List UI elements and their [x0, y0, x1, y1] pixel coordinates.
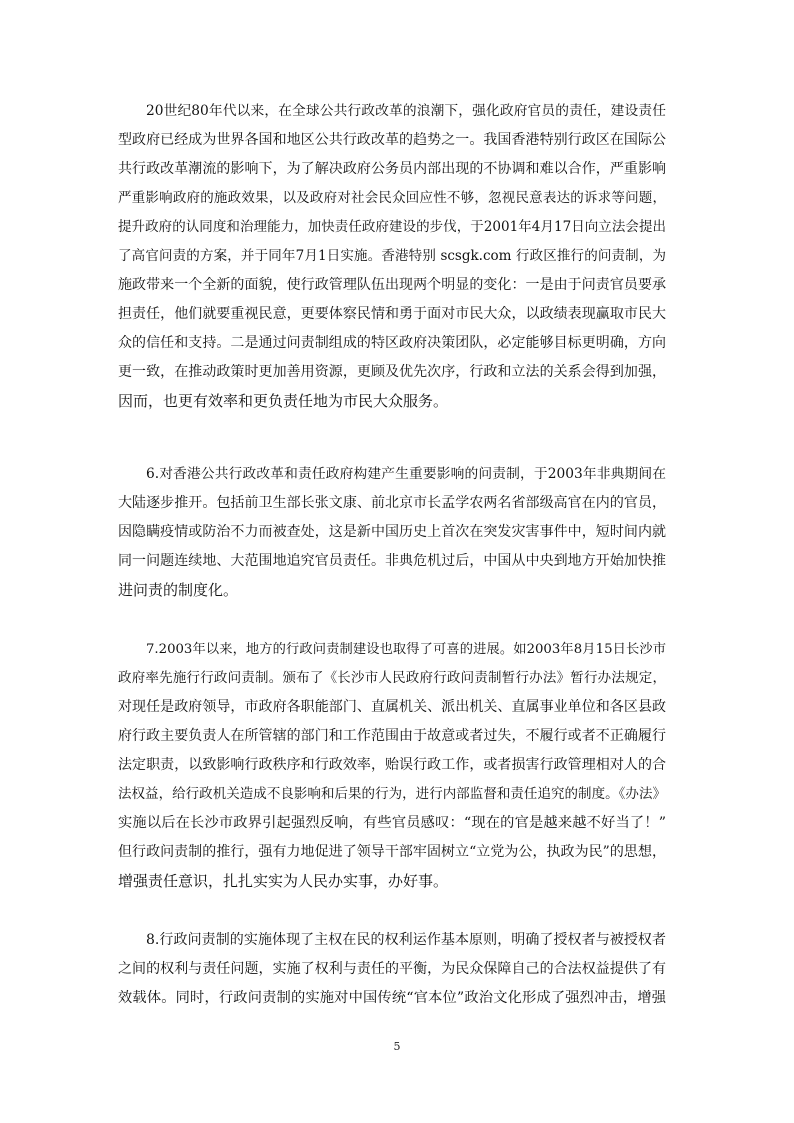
text-line: 对现任是政府领导，市政府各职能部门、直属机关、派出机关、直属事业单位和各区县政	[118, 699, 666, 715]
text-line: 严重影响政府的施政效果，以及政府对社会民众回应性不够，忽视民意表达的诉求等问题，	[118, 190, 666, 206]
text-line: 但行政问责制的推行，强有力地促进了领导干部牢固树立“立党为公，执政为民”的思想，	[118, 844, 666, 860]
text-line: 府行政主要负责人在所管辖的部门和工作范围由于故意或者过失，不履行或者不正确履行	[118, 728, 666, 744]
text-line: 效载体。同时，行政问责制的实施对中国传统“官本位”政治文化形成了强烈冲击，增强	[118, 990, 666, 1006]
text-line: 大陆逐步推开。包括前卫生部长张文康、前北京市长孟学农两名省部级高官在内的官员，	[118, 495, 666, 511]
text-line: 众的信任和支持。二是通过问责制组成的特区政府决策团队，必定能够目标更明确，方向	[118, 335, 666, 351]
text-line: 8.行政问责制的实施体现了主权在民的权利运作基本原则，明确了授权者与被授权者	[146, 932, 666, 948]
text-line: 型政府已经成为世界各国和地区公共行政改革的趋势之一。我国香港特别行政区在国际公	[118, 132, 666, 148]
text-line: 实施以后在长沙市政界引起强烈反响，有些官员感叹：“现在的官是越来越不好当了！”	[118, 815, 666, 831]
paragraph-1	[118, 97, 666, 416]
text-line: 6.对香港公共行政改革和责任政府构建产生重要影响的问责制，于2003年非典期间在	[146, 466, 666, 482]
text-line: 担责任，他们就要重视民意，更要体察民情和勇于面对市民大众，以政绩表现赢取市民大	[118, 306, 666, 322]
text-line: 之间的权利与责任问题，实施了权利与责任的平衡，为民众保障自己的合法权益提供了有	[118, 961, 666, 977]
text-line: 政府率先施行行政问责制。颁布了《长沙市人民政府行政问责制暂行办法》暂行办法规定，	[118, 670, 666, 686]
text-line: 施政带来一个全新的面貌，使行政管理队伍出现两个明显的变化：一是由于问责官员要承	[118, 277, 666, 293]
page-number: 5	[393, 1040, 401, 1053]
paragraph-3	[118, 635, 666, 896]
text-line: 法权益，给行政机关造成不良影响和后果的行为，进行内部监督和责任追究的制度。《办法》	[118, 786, 666, 802]
text-line: 了高官问责的方案，并于同年7月1日实施。香港特别 scsgk.com 行政区推行的问责制，为	[118, 248, 666, 264]
paragraph-2	[118, 460, 666, 605]
text-line: 20世纪80年代以来，在全球公共行政改革的浪潮下，强化政府官员的责任，建设责任	[146, 103, 666, 119]
text-line: 提升政府的认同度和治理能力，加快责任政府建设的步伐，于2001年4月17日向立法会提出	[118, 219, 666, 235]
text-line: 增强责任意识，扎扎实实为人民办实事，办好事。	[118, 872, 449, 890]
text-line: 因隐瞒疫情或防治不力而被查处，这是新中国历史上首次在突发灾害事件中，短时间内就	[118, 524, 666, 540]
text-line: 更一致，在推动政策时更加善用资源，更顾及优先次序，行政和立法的关系会得到加强，	[118, 364, 666, 380]
text-line: 进问责的制度化。	[118, 581, 239, 599]
text-line: 法定职责，以致影响行政秩序和行政效率，贻误行政工作，或者损害行政管理相对人的合	[118, 757, 666, 773]
paragraph-4	[118, 926, 666, 1013]
text-line: 因而，也更有效率和更负责任地为市民大众服务。	[118, 392, 449, 410]
text-line: 共行政改革潮流的影响下，为了解决政府公务员内部出现的不协调和难以合作，严重影响	[118, 161, 666, 177]
text-line: 7.2003年以来，地方的行政问责制建设也取得了可喜的进展。如2003年8月15日长沙市	[146, 642, 666, 657]
text-line: 同一问题连续地、大范围地追究官员责任。非典危机过后，中国从中央到地方开始加快推	[118, 553, 666, 569]
